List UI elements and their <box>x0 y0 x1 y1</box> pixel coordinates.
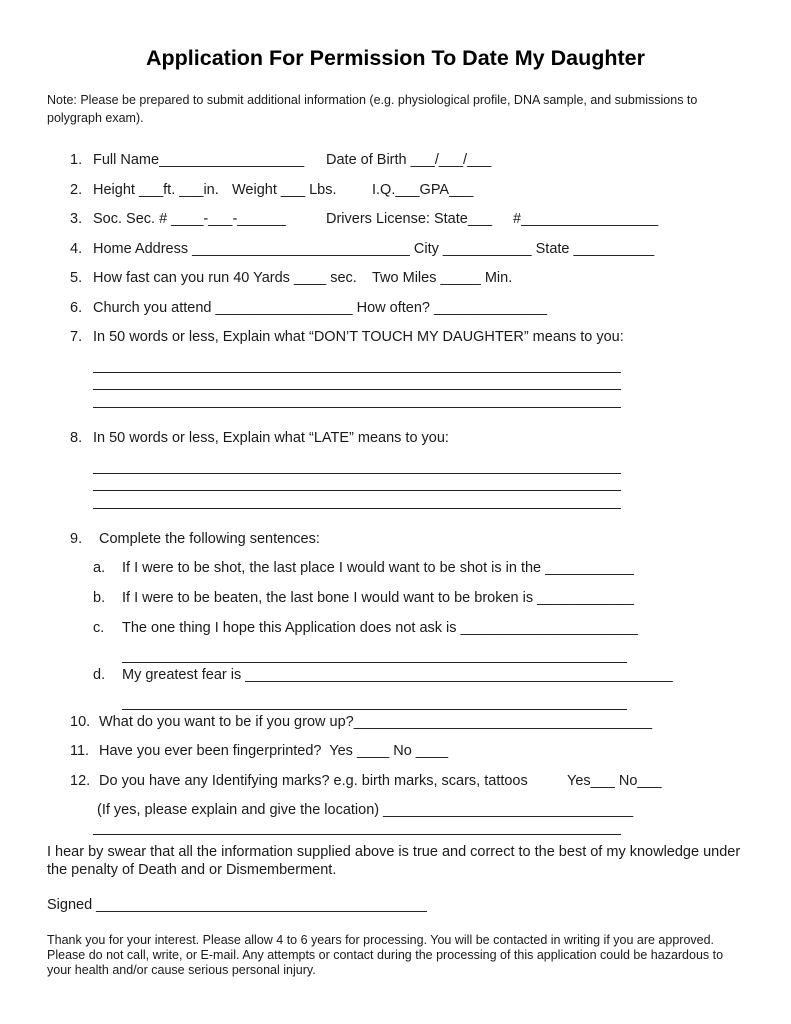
answer-line[interactable] <box>93 372 621 373</box>
weight-field[interactable]: Weight ___ Lbs. <box>232 182 337 198</box>
sub-item-letter: b. <box>93 590 106 606</box>
signature-field[interactable]: Signed _________________________________________ <box>47 897 427 913</box>
note-line-2: polygraph exam). <box>47 111 144 125</box>
answer-line[interactable] <box>93 508 621 509</box>
item-number: 1. <box>70 152 83 168</box>
two-miles-field[interactable]: Two Miles _____ Min. <box>372 270 513 286</box>
question-identifying-marks: Do you have any Identifying marks? e.g. birth marks, scars, tattoos <box>99 773 528 789</box>
church-field[interactable]: Church you attend _________________ How often? ______________ <box>93 300 547 316</box>
answer-line[interactable] <box>93 490 621 491</box>
grow-up-field[interactable]: What do you want to be if you grow up?_____________________________________ <box>99 714 653 730</box>
item-number: 4. <box>70 241 83 257</box>
height-field[interactable]: Height ___ft. ___in. <box>93 182 219 198</box>
sub-item-letter: c. <box>93 620 105 636</box>
question-complete-sentences: Complete the following sentences: <box>99 531 320 547</box>
answer-line[interactable] <box>93 389 621 390</box>
item-number: 6. <box>70 300 83 316</box>
date-of-birth-field[interactable]: Date of Birth ___/___/___ <box>326 152 492 168</box>
item-number: 2. <box>70 182 83 198</box>
answer-line[interactable] <box>122 709 627 710</box>
note-line-1: Note: Please be prepared to submit additional information (e.g. physiological profile, DNA sample, and submissions to <box>47 93 698 107</box>
item-number: 10. <box>70 714 91 730</box>
drivers-license-state-field[interactable]: Drivers License: State___ <box>326 211 493 227</box>
answer-line[interactable] <box>93 834 621 835</box>
question-late: In 50 words or less, Explain what “LATE” means to you: <box>93 430 449 446</box>
footer-line-2: Please do not call, write, or E-mail. Any attempts or contact during the processing of this application could be hazardous to <box>47 948 724 962</box>
item-number: 8. <box>70 430 83 446</box>
full-name-field[interactable]: Full Name__________________ <box>93 152 305 168</box>
item-number: 3. <box>70 211 83 227</box>
soc-sec-field[interactable]: Soc. Sec. # ____-___-______ <box>93 211 286 227</box>
item-number: 12. <box>70 773 91 789</box>
sub-item-letter: d. <box>93 667 106 683</box>
item-number: 5. <box>70 270 83 286</box>
oath-line-1: I hear by swear that all the information supplied above is true and correct to the best of my knowledge under <box>47 844 741 860</box>
item-number: 7. <box>70 329 83 345</box>
item-number: 9. <box>70 531 83 547</box>
iq-gpa-field[interactable]: I.Q.___GPA___ <box>372 182 474 198</box>
sub-item-letter: a. <box>93 560 106 576</box>
answer-line[interactable] <box>93 407 621 408</box>
question-dont-touch: In 50 words or less, Explain what “DON’T TOUCH MY DAUGHTER” means to you: <box>93 329 624 345</box>
oath-line-2: the penalty of Death and or Dismemberment. <box>47 862 337 878</box>
sentence-bone-field[interactable]: If I were to be beaten, the last bone I would want to be broken is ____________ <box>122 590 634 606</box>
fingerprinted-field[interactable]: Have you ever been fingerprinted? Yes ____ No ____ <box>99 743 449 759</box>
page-title: Application For Permission To Date My Daughter <box>146 46 645 70</box>
marks-explanation-field[interactable]: (If yes, please explain and give the location) _______________________________ <box>97 802 634 818</box>
answer-line[interactable] <box>93 473 621 474</box>
footer-line-1: Thank you for your interest. Please allow 4 to 6 years for processing. You will be contacted in writing if you are approved. <box>47 933 715 947</box>
sentence-fear-field[interactable]: My greatest fear is _____________________________________________________ <box>122 667 673 683</box>
forty-yards-field[interactable]: How fast can you run 40 Yards ____ sec. <box>93 270 357 286</box>
identifying-marks-yes-no-field[interactable]: Yes___ No___ <box>567 773 662 789</box>
drivers-license-number-field[interactable]: #_________________ <box>513 211 659 227</box>
sentence-shot-field[interactable]: If I were to be shot, the last place I would want to be shot is in the ___________ <box>122 560 634 576</box>
answer-line[interactable] <box>122 662 627 663</box>
footer-line-3: your health and/or cause serious personal injury. <box>47 963 316 977</box>
sentence-application-field[interactable]: The one thing I hope this Application does not ask is ______________________ <box>122 620 638 636</box>
home-address-field[interactable]: Home Address ___________________________ City ___________ State __________ <box>93 241 655 257</box>
item-number: 11. <box>70 743 90 759</box>
